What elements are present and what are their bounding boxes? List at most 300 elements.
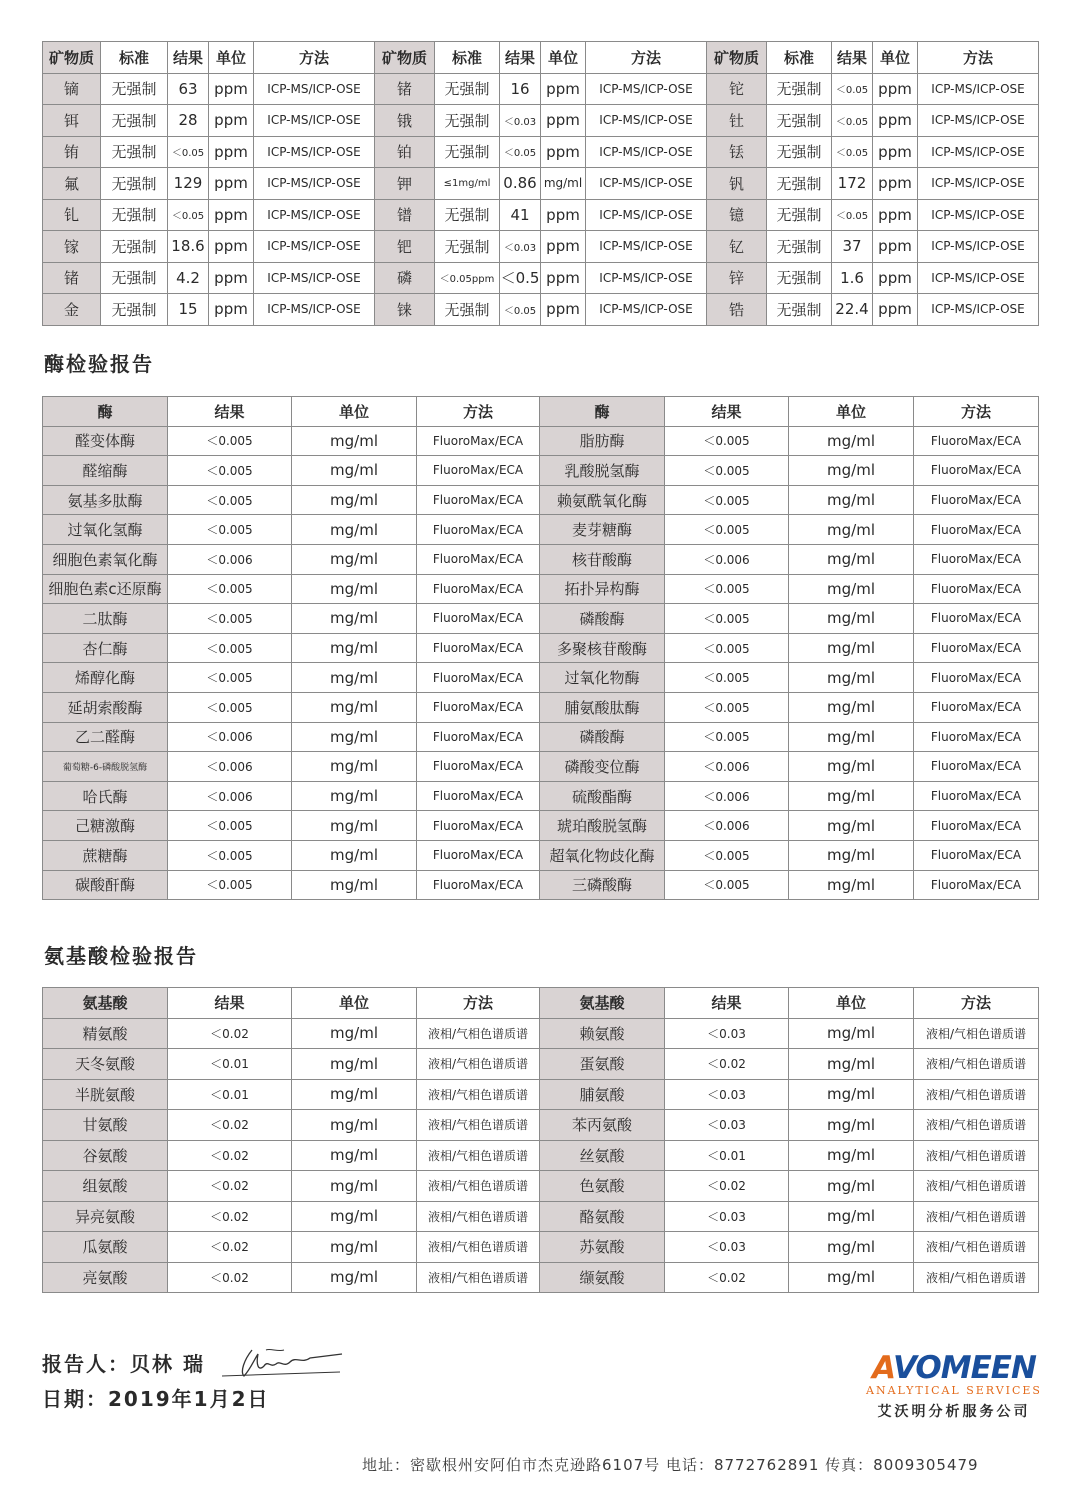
mineral-name: 锌 [707, 262, 767, 294]
mineral-result: 15 [168, 294, 209, 326]
mineral-standard: 无强制 [101, 73, 168, 105]
mineral-unit: mg/ml [541, 168, 586, 200]
mineral-standard: ＜0.05ppm [435, 262, 500, 294]
table-row [43, 168, 1039, 200]
mineral-result: 41 [500, 199, 541, 231]
enzyme-name: 琥珀酸脱氢酶 [540, 811, 665, 841]
mineral-method: ICP-MS/ICP-OSE [586, 199, 707, 231]
mineral-standard: 无强制 [767, 231, 832, 263]
column-header: 方法 [914, 988, 1039, 1019]
mineral-unit: ppm [873, 294, 918, 326]
mineral-name: 铒 [43, 105, 101, 137]
enzyme-name: 二肽酶 [43, 604, 168, 634]
enzyme-unit: mg/ml [789, 485, 914, 515]
enzyme-unit: mg/ml [292, 426, 417, 456]
column-header: 矿物质 [43, 42, 101, 74]
mineral-name: 铊 [707, 73, 767, 105]
table-row [43, 1079, 1039, 1110]
amino-acid-unit: mg/ml [789, 1018, 914, 1049]
mineral-standard: 无强制 [101, 231, 168, 263]
mineral-name: 钆 [43, 199, 101, 231]
column-header: 方法 [914, 397, 1039, 427]
enzyme-unit: mg/ml [292, 663, 417, 693]
enzyme-name: 细胞色素氧化酶 [43, 544, 168, 574]
enzyme-name: 氨基多肽酶 [43, 485, 168, 515]
mineral-result: ＜0.5 [500, 262, 541, 294]
mineral-result: ＜0.05 [168, 136, 209, 168]
mineral-unit: ppm [873, 262, 918, 294]
enzyme-result: ＜0.006 [665, 544, 789, 574]
amino-acid-result: ＜0.02 [665, 1049, 789, 1080]
enzyme-method: FluoroMax/ECA [417, 840, 540, 870]
mineral-method: ICP-MS/ICP-OSE [254, 136, 375, 168]
mineral-standard: 无强制 [767, 168, 832, 200]
table-row [43, 136, 1039, 168]
mineral-standard: 无强制 [101, 136, 168, 168]
enzyme-method: FluoroMax/ECA [914, 692, 1039, 722]
amino-acid-unit: mg/ml [292, 1171, 417, 1202]
mineral-standard: 无强制 [101, 168, 168, 200]
mineral-name: 金 [43, 294, 101, 326]
mineral-result: 37 [832, 231, 873, 263]
enzyme-name: 拓扑异构酶 [540, 574, 665, 604]
mineral-method: ICP-MS/ICP-OSE [918, 168, 1039, 200]
mineral-name: 锗 [43, 262, 101, 294]
table-row [43, 73, 1039, 105]
enzyme-result: ＜0.005 [665, 722, 789, 752]
amino-acid-method: 液相/气相色谱质谱 [914, 1201, 1039, 1232]
mineral-method: ICP-MS/ICP-OSE [254, 105, 375, 137]
mineral-result: ＜0.05 [500, 294, 541, 326]
mineral-method: ICP-MS/ICP-OSE [254, 73, 375, 105]
enzyme-result: ＜0.005 [168, 633, 292, 663]
amino-acid-method: 液相/气相色谱质谱 [417, 1018, 540, 1049]
enzyme-method: FluoroMax/ECA [417, 515, 540, 545]
enzyme-name: 三磷酸酶 [540, 870, 665, 900]
enzyme-method: FluoroMax/ECA [914, 840, 1039, 870]
mineral-method: ICP-MS/ICP-OSE [918, 294, 1039, 326]
mineral-name: 镓 [43, 231, 101, 263]
enzyme-unit: mg/ml [292, 692, 417, 722]
enzyme-unit: mg/ml [789, 722, 914, 752]
enzyme-method: FluoroMax/ECA [417, 574, 540, 604]
enzyme-method: FluoroMax/ECA [417, 604, 540, 634]
enzyme-unit: mg/ml [292, 574, 417, 604]
table-row [43, 574, 1039, 604]
enzyme-unit: mg/ml [789, 752, 914, 782]
enzyme-result: ＜0.005 [665, 426, 789, 456]
enzyme-result: ＜0.006 [168, 722, 292, 752]
mineral-name: 镨 [375, 199, 435, 231]
mineral-result: 16 [500, 73, 541, 105]
enzyme-method: FluoroMax/ECA [914, 722, 1039, 752]
enzyme-unit: mg/ml [292, 752, 417, 782]
enzyme-method: FluoroMax/ECA [914, 604, 1039, 634]
mineral-result: ＜0.05 [832, 136, 873, 168]
table-row [43, 1049, 1039, 1080]
mineral-result: 1.6 [832, 262, 873, 294]
enzyme-unit: mg/ml [292, 485, 417, 515]
mineral-unit: ppm [541, 105, 586, 137]
enzyme-name: 赖氨酰氧化酶 [540, 485, 665, 515]
mineral-result: 4.2 [168, 262, 209, 294]
column-header: 标准 [767, 42, 832, 74]
amino-acid-name: 赖氨酸 [540, 1018, 665, 1049]
mineral-unit: ppm [873, 105, 918, 137]
mineral-standard: 无强制 [767, 73, 832, 105]
enzyme-result: ＜0.005 [168, 515, 292, 545]
column-header: 结果 [665, 988, 789, 1019]
amino-acid-method: 液相/气相色谱质谱 [914, 1140, 1039, 1171]
column-header: 矿物质 [375, 42, 435, 74]
amino-acid-name: 色氨酸 [540, 1171, 665, 1202]
enzyme-result: ＜0.005 [665, 870, 789, 900]
enzyme-result: ＜0.005 [168, 456, 292, 486]
enzyme-method: FluoroMax/ECA [417, 692, 540, 722]
mineral-standard: 无强制 [767, 199, 832, 231]
mineral-name: 锆 [707, 294, 767, 326]
mineral-method: ICP-MS/ICP-OSE [586, 73, 707, 105]
table-row [43, 1232, 1039, 1263]
column-header: 酶 [540, 397, 665, 427]
enzyme-unit: mg/ml [292, 811, 417, 841]
table-row [43, 262, 1039, 294]
amino-acid-name: 组氨酸 [43, 1171, 168, 1202]
mineral-unit: ppm [873, 73, 918, 105]
amino-acid-name: 蛋氨酸 [540, 1049, 665, 1080]
enzyme-name: 己糖激酶 [43, 811, 168, 841]
company-name: 艾沃明分析服务公司 [877, 1404, 1031, 1420]
amino-acid-method: 液相/气相色谱质谱 [417, 1049, 540, 1080]
enzyme-method: FluoroMax/ECA [417, 544, 540, 574]
mineral-result: ＜0.05 [832, 105, 873, 137]
enzyme-unit: mg/ml [292, 544, 417, 574]
amino-acid-unit: mg/ml [789, 1262, 914, 1293]
mineral-standard: 无强制 [435, 136, 500, 168]
enzyme-name: 磷酸酶 [540, 604, 665, 634]
amino-acid-method: 液相/气相色谱质谱 [914, 1049, 1039, 1080]
amino-acid-result: ＜0.02 [665, 1262, 789, 1293]
mineral-unit: ppm [873, 136, 918, 168]
table-row [43, 426, 1039, 456]
mineral-name: 钇 [707, 231, 767, 263]
enzyme-name: 磷酸酶 [540, 722, 665, 752]
table-row [43, 105, 1039, 137]
mineral-standard: 无强制 [435, 199, 500, 231]
column-header: 单位 [789, 397, 914, 427]
enzyme-unit: mg/ml [789, 515, 914, 545]
enzyme-result: ＜0.005 [168, 574, 292, 604]
enzyme-result: ＜0.005 [665, 692, 789, 722]
table-row [43, 663, 1039, 693]
enzyme-result: ＜0.005 [665, 663, 789, 693]
amino-acid-unit: mg/ml [789, 1171, 914, 1202]
mineral-method: ICP-MS/ICP-OSE [586, 231, 707, 263]
mineral-unit: ppm [209, 262, 254, 294]
column-header: 结果 [168, 988, 292, 1019]
amino-acid-result: ＜0.02 [168, 1140, 292, 1171]
enzyme-unit: mg/ml [789, 544, 914, 574]
mineral-standard: 无强制 [767, 294, 832, 326]
mineral-result: ＜0.05 [500, 136, 541, 168]
enzyme-unit: mg/ml [789, 456, 914, 486]
mineral-standard: 无强制 [101, 105, 168, 137]
enzyme-result: ＜0.005 [665, 456, 789, 486]
enzyme-result: ＜0.005 [665, 574, 789, 604]
enzyme-method: FluoroMax/ECA [914, 426, 1039, 456]
mineral-unit: ppm [209, 168, 254, 200]
enzyme-unit: mg/ml [789, 840, 914, 870]
column-header: 方法 [254, 42, 375, 74]
amino-acid-unit: mg/ml [292, 1110, 417, 1141]
enzyme-method: FluoroMax/ECA [914, 752, 1039, 782]
mineral-unit: ppm [541, 73, 586, 105]
mineral-unit: ppm [541, 294, 586, 326]
mineral-standard: 无强制 [435, 73, 500, 105]
enzyme-name: 脂肪酶 [540, 426, 665, 456]
mineral-method: ICP-MS/ICP-OSE [586, 105, 707, 137]
mineral-method: ICP-MS/ICP-OSE [586, 168, 707, 200]
amino-acid-unit: mg/ml [789, 1232, 914, 1263]
table-row [43, 515, 1039, 545]
enzyme-result: ＜0.006 [168, 781, 292, 811]
mineral-method: ICP-MS/ICP-OSE [586, 262, 707, 294]
mineral-result: ＜0.05 [832, 73, 873, 105]
mineral-unit: ppm [541, 262, 586, 294]
enzyme-method: FluoroMax/ECA [417, 456, 540, 486]
enzyme-name: 磷酸变位酶 [540, 752, 665, 782]
enzyme-result: ＜0.005 [168, 870, 292, 900]
mineral-name: 锗 [375, 73, 435, 105]
amino-acid-unit: mg/ml [789, 1049, 914, 1080]
enzyme-unit: mg/ml [292, 456, 417, 486]
enzyme-unit: mg/ml [292, 515, 417, 545]
enzyme-name: 葡萄糖-6-磷酸脱氢酶 [43, 752, 168, 782]
table-row [43, 231, 1039, 263]
amino-acid-result: ＜0.02 [168, 1201, 292, 1232]
mineral-name: 铥 [707, 136, 767, 168]
mineral-method: ICP-MS/ICP-OSE [918, 73, 1039, 105]
column-header: 单位 [873, 42, 918, 74]
table-row [43, 1171, 1039, 1202]
amino-acid-unit: mg/ml [789, 1110, 914, 1141]
amino-acid-name: 谷氨酸 [43, 1140, 168, 1171]
amino-acid-result: ＜0.03 [665, 1079, 789, 1110]
amino-acid-method: 液相/气相色谱质谱 [914, 1079, 1039, 1110]
enzyme-result: ＜0.005 [665, 840, 789, 870]
column-header: 结果 [665, 397, 789, 427]
enzyme-result: ＜0.005 [168, 485, 292, 515]
amino-acid-name: 精氨酸 [43, 1018, 168, 1049]
enzyme-unit: mg/ml [789, 633, 914, 663]
signature-image [222, 1342, 346, 1386]
mineral-result: ＜0.03 [500, 105, 541, 137]
amino-acid-name: 甘氨酸 [43, 1110, 168, 1141]
amino-acid-unit: mg/ml [789, 1079, 914, 1110]
amino-acid-result: ＜0.02 [665, 1171, 789, 1202]
enzyme-name: 醛变体酶 [43, 426, 168, 456]
enzyme-name: 超氧化物歧化酶 [540, 840, 665, 870]
enzyme-name: 延胡索酸酶 [43, 692, 168, 722]
enzyme-result: ＜0.005 [168, 663, 292, 693]
amino-acid-result: ＜0.03 [665, 1232, 789, 1263]
column-header: 结果 [168, 397, 292, 427]
mineral-result: 22.4 [832, 294, 873, 326]
mineral-result: 172 [832, 168, 873, 200]
enzyme-unit: mg/ml [789, 604, 914, 634]
enzyme-name: 核苷酸酶 [540, 544, 665, 574]
enzyme-table [42, 396, 1039, 900]
amino-acid-name: 缬氨酸 [540, 1262, 665, 1293]
amino-acid-result: ＜0.01 [168, 1049, 292, 1080]
column-header: 结果 [500, 42, 541, 74]
amino-acid-method: 液相/气相色谱质谱 [914, 1018, 1039, 1049]
table-row [43, 1140, 1039, 1171]
mineral-name: 钍 [707, 105, 767, 137]
mineral-name: 磷 [375, 262, 435, 294]
enzyme-method: FluoroMax/ECA [417, 781, 540, 811]
mineral-unit: ppm [209, 73, 254, 105]
enzyme-name: 碳酸酐酶 [43, 870, 168, 900]
enzyme-unit: mg/ml [789, 811, 914, 841]
enzyme-result: ＜0.005 [168, 692, 292, 722]
enzyme-name: 烯醇化酶 [43, 663, 168, 693]
table-row [43, 840, 1039, 870]
mineral-unit: ppm [209, 294, 254, 326]
enzyme-method: FluoroMax/ECA [417, 426, 540, 456]
table-row [43, 604, 1039, 634]
logo-wordmark: AVOMEEN [872, 1350, 1036, 1386]
enzyme-result: ＜0.006 [168, 544, 292, 574]
amino-acid-result: ＜0.01 [665, 1140, 789, 1171]
amino-acid-method: 液相/气相色谱质谱 [914, 1110, 1039, 1141]
enzyme-name: 杏仁酶 [43, 633, 168, 663]
amino-acid-method: 液相/气相色谱质谱 [417, 1232, 540, 1263]
amino-acid-result: ＜0.01 [168, 1079, 292, 1110]
table-row [43, 722, 1039, 752]
reporter-line: 报告人：贝林 瑞 [42, 1352, 205, 1376]
mineral-standard: ≤1mg/ml [435, 168, 500, 200]
enzyme-method: FluoroMax/ECA [417, 752, 540, 782]
amino-acid-method: 液相/气相色谱质谱 [914, 1262, 1039, 1293]
mineral-name: 钾 [375, 168, 435, 200]
enzyme-method: FluoroMax/ECA [417, 633, 540, 663]
enzyme-unit: mg/ml [789, 870, 914, 900]
enzyme-unit: mg/ml [292, 604, 417, 634]
enzyme-unit: mg/ml [789, 574, 914, 604]
amino-acid-name: 脯氨酸 [540, 1079, 665, 1110]
mineral-name: 镝 [43, 73, 101, 105]
column-header: 酶 [43, 397, 168, 427]
enzyme-result: ＜0.006 [665, 752, 789, 782]
enzyme-result: ＜0.006 [665, 781, 789, 811]
column-header: 结果 [168, 42, 209, 74]
amino-acid-name: 丝氨酸 [540, 1140, 665, 1171]
enzyme-name: 细胞色素c还原酶 [43, 574, 168, 604]
enzyme-name: 硫酸酯酶 [540, 781, 665, 811]
column-header: 标准 [101, 42, 168, 74]
enzyme-method: FluoroMax/ECA [914, 515, 1039, 545]
amino-acid-unit: mg/ml [789, 1140, 914, 1171]
table-row [43, 692, 1039, 722]
mineral-method: ICP-MS/ICP-OSE [254, 294, 375, 326]
mineral-standard: 无强制 [767, 105, 832, 137]
mineral-unit: ppm [209, 136, 254, 168]
table-row [43, 633, 1039, 663]
table-row [43, 1110, 1039, 1141]
amino-acid-name: 半胱氨酸 [43, 1079, 168, 1110]
mineral-unit: ppm [209, 105, 254, 137]
column-header: 单位 [209, 42, 254, 74]
logo-subtitle: ANALYTICAL SERVICES [866, 1384, 1042, 1397]
amino-acid-unit: mg/ml [292, 1201, 417, 1232]
mineral-method: ICP-MS/ICP-OSE [586, 136, 707, 168]
column-header: 氨基酸 [43, 988, 168, 1019]
amino-acid-name: 亮氨酸 [43, 1262, 168, 1293]
amino-acid-method: 液相/气相色谱质谱 [417, 1140, 540, 1171]
enzyme-result: ＜0.006 [665, 811, 789, 841]
enzyme-method: FluoroMax/ECA [914, 456, 1039, 486]
mineral-standard: 无强制 [767, 262, 832, 294]
amino-acid-unit: mg/ml [292, 1079, 417, 1110]
enzyme-name: 蔗糖酶 [43, 840, 168, 870]
mineral-standard: 无强制 [435, 294, 500, 326]
enzyme-name: 脯氨酸肽酶 [540, 692, 665, 722]
table-row [43, 294, 1039, 326]
mineral-standard: 无强制 [101, 294, 168, 326]
enzyme-unit: mg/ml [789, 692, 914, 722]
enzyme-name: 多聚核苷酸酶 [540, 633, 665, 663]
mineral-result: ＜0.05 [168, 199, 209, 231]
mineral-result: 28 [168, 105, 209, 137]
amino-acid-name: 酪氨酸 [540, 1201, 665, 1232]
mineral-result: ＜0.03 [500, 231, 541, 263]
column-header: 单位 [541, 42, 586, 74]
table-row [43, 1262, 1039, 1293]
mineral-unit: ppm [873, 231, 918, 263]
mineral-standard: 无强制 [435, 231, 500, 263]
enzyme-result: ＜0.006 [168, 752, 292, 782]
amino-acid-unit: mg/ml [292, 1262, 417, 1293]
table-row [43, 781, 1039, 811]
amino-acid-unit: mg/ml [292, 1018, 417, 1049]
table-row [43, 485, 1039, 515]
mineral-method: ICP-MS/ICP-OSE [918, 199, 1039, 231]
enzyme-result: ＜0.005 [665, 604, 789, 634]
mineral-method: ICP-MS/ICP-OSE [254, 262, 375, 294]
amino-acid-unit: mg/ml [292, 1232, 417, 1263]
enzyme-unit: mg/ml [292, 840, 417, 870]
mineral-method: ICP-MS/ICP-OSE [254, 199, 375, 231]
column-header: 方法 [918, 42, 1039, 74]
enzyme-result: ＜0.005 [168, 840, 292, 870]
mineral-table [42, 41, 1039, 326]
enzyme-method: FluoroMax/ECA [417, 811, 540, 841]
enzyme-name: 乳酸脱氢酶 [540, 456, 665, 486]
mineral-unit: ppm [873, 199, 918, 231]
enzyme-unit: mg/ml [292, 633, 417, 663]
enzyme-result: ＜0.005 [665, 515, 789, 545]
enzyme-unit: mg/ml [789, 663, 914, 693]
amino-acid-method: 液相/气相色谱质谱 [417, 1262, 540, 1293]
mineral-method: ICP-MS/ICP-OSE [918, 231, 1039, 263]
enzyme-result: ＜0.005 [168, 426, 292, 456]
mineral-method: ICP-MS/ICP-OSE [586, 294, 707, 326]
enzyme-method: FluoroMax/ECA [914, 574, 1039, 604]
table-row [43, 1201, 1039, 1232]
mineral-standard: 无强制 [101, 199, 168, 231]
amino-acid-result: ＜0.03 [665, 1201, 789, 1232]
